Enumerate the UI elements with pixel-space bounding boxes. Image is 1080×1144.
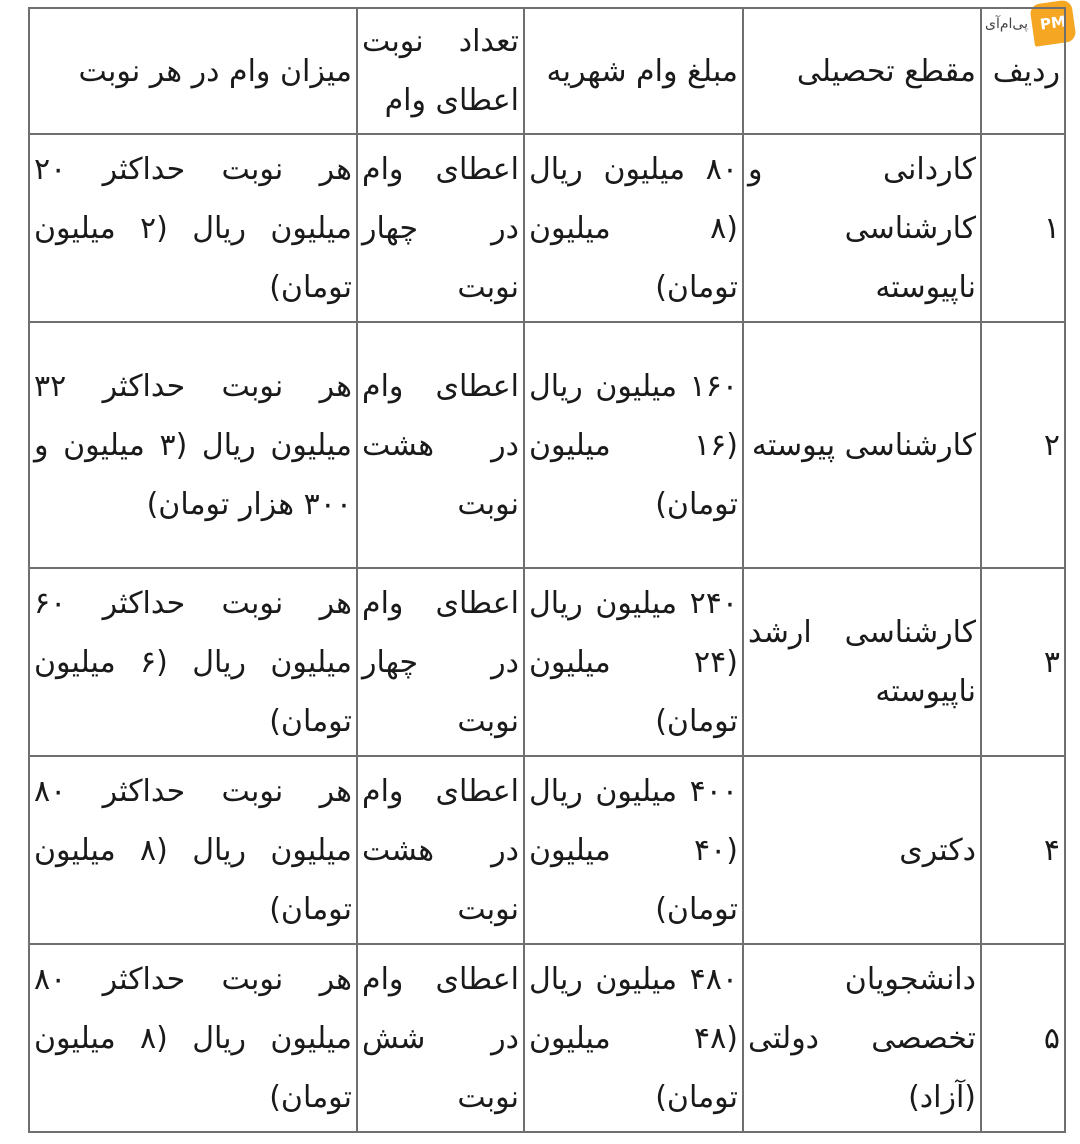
logo-badge: PM <box>1029 0 1076 47</box>
loan-table <box>28 7 1066 1133</box>
installment-count: اعطای وام در هشت نوبت <box>357 322 524 568</box>
header-education-level: مقطع تحصیلی <box>743 8 981 134</box>
education-level: کارشناسی ارشد ناپیوسته <box>743 568 981 756</box>
row-number: ۴ <box>981 756 1065 944</box>
table-row <box>29 944 1065 1132</box>
installment-count: اعطای وام در هشت نوبت <box>357 756 524 944</box>
row-number: ۳ <box>981 568 1065 756</box>
education-level: دکتری <box>743 756 981 944</box>
education-level: کاردانی و کارشناسی ناپیوسته <box>743 134 981 322</box>
row-number: ۲ <box>981 322 1065 568</box>
installment-count: اعطای وام در چهار نوبت <box>357 568 524 756</box>
amount-per-installment: هر نوبت حداکثر ۲۰ میلیون ریال (۲ میلیون تومان) <box>29 134 357 322</box>
table-row <box>29 756 1065 944</box>
loan-amount: ۸۰ میلیون ریال (۸ میلیون تومان) <box>524 134 743 322</box>
installment-count: اعطای وام در چهار نوبت <box>357 134 524 322</box>
education-level: کارشناسی پیوسته <box>743 322 981 568</box>
table-header-row <box>29 8 1065 134</box>
table-row <box>29 134 1065 322</box>
amount-per-installment: هر نوبت حداکثر ۸۰ میلیون ریال (۸ میلیون تومان) <box>29 756 357 944</box>
amount-per-installment: هر نوبت حداکثر ۶۰ میلیون ریال (۶ میلیون تومان) <box>29 568 357 756</box>
row-number: ۵ <box>981 944 1065 1132</box>
amount-per-installment: هر نوبت حداکثر ۳۲ میلیون ریال (۳ میلیون و ۳۰۰ هزار تومان) <box>29 322 357 568</box>
loan-amount: ۴۸۰ میلیون ریال (۴۸ میلیون تومان) <box>524 944 743 1132</box>
header-installment-count: تعداد نوبت اعطای وام <box>357 8 524 134</box>
row-number: ۱ <box>981 134 1065 322</box>
installment-count: اعطای وام در شش نوبت <box>357 944 524 1132</box>
header-row-number: ردیف <box>981 8 1065 134</box>
education-level: دانشجویان تخصصی دولتی (آزاد) <box>743 944 981 1132</box>
table-row <box>29 568 1065 756</box>
table-row <box>29 322 1065 568</box>
logo-text: پی‌ام‌آی <box>985 16 1028 32</box>
amount-per-installment: هر نوبت حداکثر ۸۰ میلیون ریال (۸ میلیون تومان) <box>29 944 357 1132</box>
header-loan-amount: مبلغ وام شهریه <box>524 8 743 134</box>
header-amount-per-installment: میزان وام در هر نوبت <box>29 8 357 134</box>
loan-amount: ۱۶۰ میلیون ریال (۱۶ میلیون تومان) <box>524 322 743 568</box>
loan-amount: ۴۰۰ میلیون ریال (۴۰ میلیون تومان) <box>524 756 743 944</box>
loan-amount: ۲۴۰ میلیون ریال (۲۴ میلیون تومان) <box>524 568 743 756</box>
